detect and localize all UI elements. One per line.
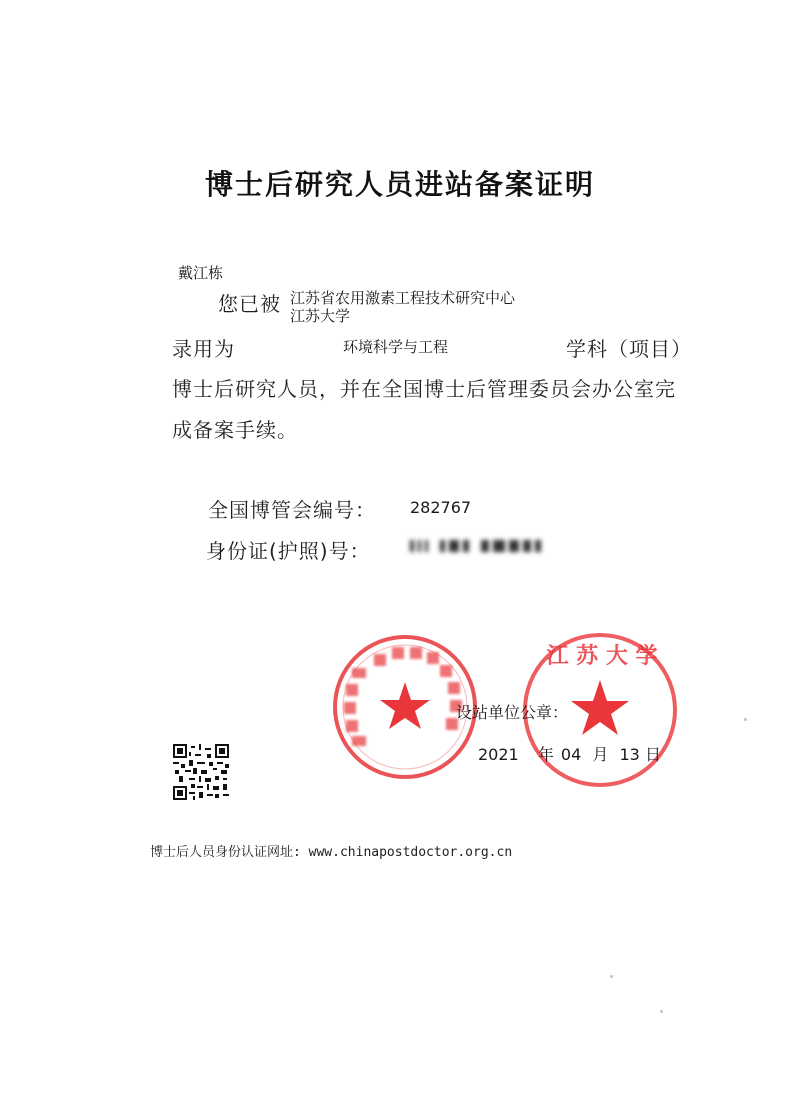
person-name: 戴江栋 bbox=[178, 264, 224, 282]
qr-code bbox=[173, 744, 229, 800]
footer-url-text: 博士后人员身份认证网址: www.chinapostdoctor.org.cn bbox=[150, 845, 513, 860]
date-line bbox=[478, 742, 661, 765]
scan-speck bbox=[660, 1010, 663, 1013]
discipline-value: 环境科学与工程 bbox=[343, 338, 449, 356]
body-line-3: 成备案手续。 bbox=[172, 418, 298, 442]
registry-label: 全国博管会编号： bbox=[208, 498, 376, 522]
date-day: 13 bbox=[619, 745, 640, 764]
registry-number: 282767 bbox=[410, 498, 472, 517]
seal-label: 设站单位公章： bbox=[456, 703, 569, 722]
unit-2: 江苏大学 bbox=[290, 307, 351, 325]
intro-text: 您已被 bbox=[218, 292, 281, 316]
id-label: 身份证(护照)号： bbox=[206, 539, 371, 563]
date-month: 04 bbox=[560, 745, 582, 764]
unit-1: 江苏省农用激素工程技术研究中心 bbox=[290, 289, 516, 307]
date-day-unit: 日 bbox=[644, 745, 661, 764]
id-number-redacted bbox=[410, 535, 585, 565]
scan-speck bbox=[744, 718, 747, 721]
scan-speck bbox=[610, 975, 613, 978]
date-month-unit: 月 bbox=[592, 745, 609, 764]
date-year: 2021 bbox=[478, 745, 519, 764]
right-seal-text: 江 苏 大 学 bbox=[546, 644, 658, 669]
date-year-unit: 年 bbox=[537, 745, 554, 764]
discipline-suffix: 学科（项目） bbox=[566, 337, 692, 361]
document-title: 博士后研究人员进站备案证明 bbox=[204, 168, 595, 201]
hired-as-text: 录用为 bbox=[172, 337, 235, 361]
body-line-2: 博士后研究人员，并在全国博士后管理委员会办公室完 bbox=[172, 377, 676, 401]
